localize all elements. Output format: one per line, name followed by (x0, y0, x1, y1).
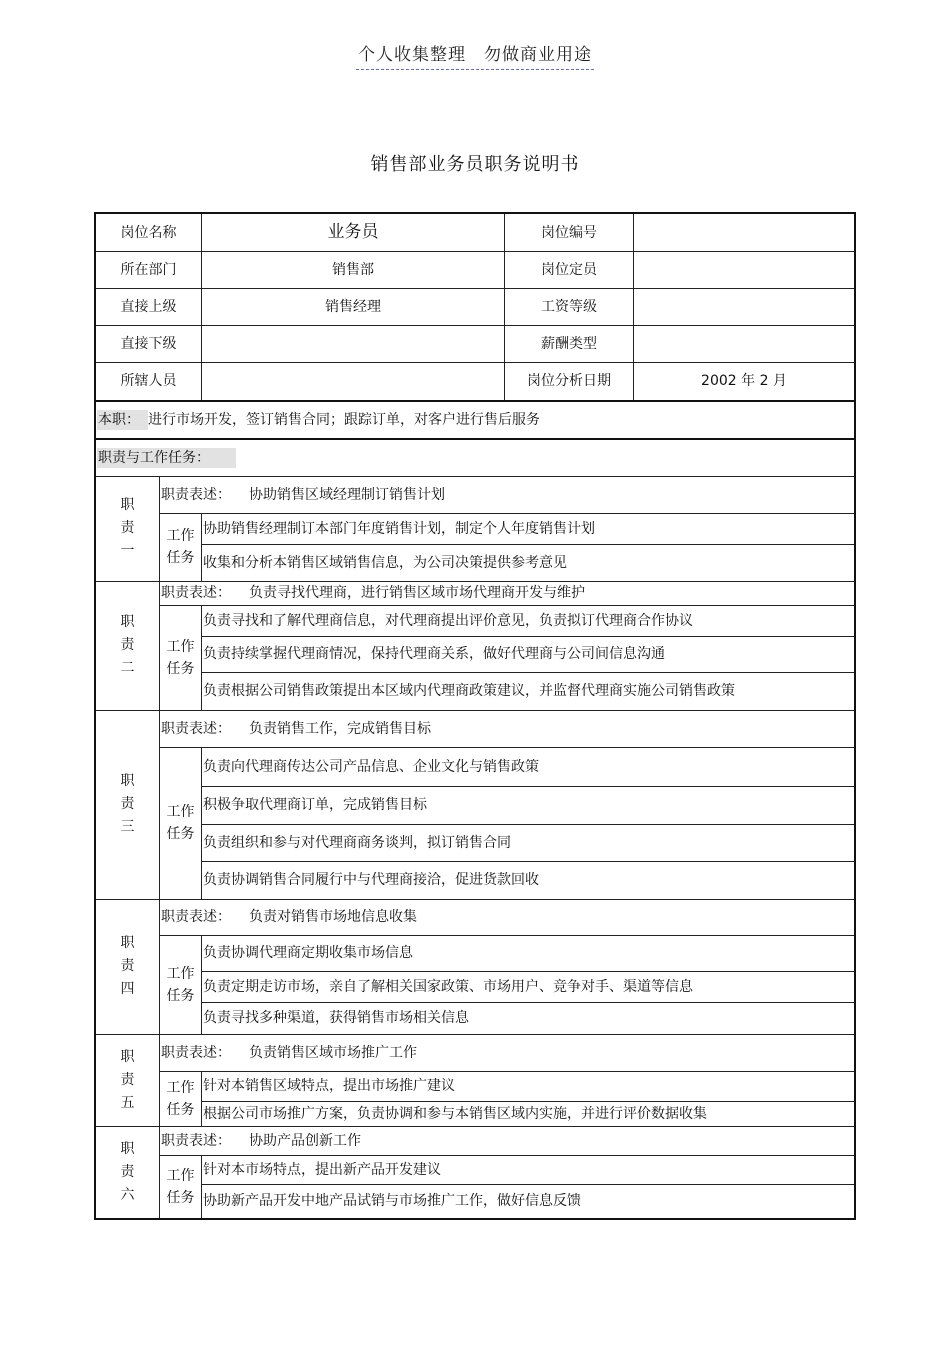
role-text: 进行市场开发，签订销售合同；跟踪订单，对客户进行售后服务 (148, 412, 540, 428)
watermark-text: 个人收集整理 勿做商业用途 (0, 40, 950, 65)
label-staff: 所辖人员 (120, 373, 177, 389)
duty-6-task-2: 协助新产品开发中地产品试销与市场推广工作，做好信息反馈 (203, 1193, 581, 1209)
value-job-name: 业务员 (327, 222, 379, 242)
value-staff (202, 362, 504, 400)
duty-5-task-2: 根据公司市场推广方案，负责协调和参与本销售区域内实施，并进行评价数据收集 (203, 1105, 707, 1122)
duty-2-label: 职 责 二 (120, 614, 135, 676)
duty-3-task-3: 负责组织和参与对代理商商务谈判，拟订销售合同 (203, 834, 511, 851)
duty-5-description: 职责表述： 负责销售区域市场推广工作 (161, 1044, 417, 1061)
duty-5-label: 职 责 五 (120, 1048, 135, 1111)
duty-6-description: 职责表述： 协助产品创新工作 (161, 1132, 361, 1149)
duty-2-task-1: 负责寻找和了解代理商信息，对代理商提出评价意见，负责拟订代理商合作协议 (203, 612, 693, 629)
value-superior: 销售经理 (325, 298, 381, 315)
duty-2-task-3: 负责根据公司销售政策提出本区域内代理商政策建议，并监督代理商实施公司销售政策 (203, 683, 735, 699)
duty-1-task-2: 收集和分析本销售区域销售信息，为公司决策提供参考意见 (203, 554, 567, 571)
duty-6-task-1: 针对本市场特点，提出新产品开发建议 (203, 1161, 441, 1178)
duty-2-work-label: 工作 任务 (166, 638, 195, 677)
value-pay-type (634, 325, 854, 362)
duty-3-work-label: 工作 任务 (166, 804, 195, 842)
duty-4-description: 职责表述： 负责对销售市场地信息收集 (161, 909, 417, 925)
label-department: 所在部门 (120, 261, 177, 278)
duty-2-task-2: 负责持续掌握代理商情况，保持代理商关系，做好代理商与公司间信息沟通 (203, 646, 665, 662)
duty-4-task-3: 负责寻找多种渠道，获得销售市场相关信息 (203, 1010, 469, 1026)
duty-1-work-label: 工作 任务 (166, 528, 195, 566)
duty-4-work-label: 工作 任务 (166, 965, 195, 1004)
label-superior: 直接上级 (120, 298, 177, 315)
value-job-code (634, 214, 854, 251)
duty-3-task-2: 积极争取代理商订单，完成销售目标 (203, 797, 427, 813)
label-subordinate: 直接下级 (120, 335, 177, 352)
duty-1-task-1: 协助销售经理制订本部门年度销售计划，制定个人年度销售计划 (203, 520, 595, 537)
value-subordinate (202, 325, 504, 362)
duty-4-task-1: 负责协调代理商定期收集市场信息 (203, 945, 413, 961)
job-description-table (94, 212, 856, 1220)
value-analysis-date: 2002 年 2 月 (701, 373, 787, 389)
duty-1-label: 职 责 一 (120, 497, 135, 559)
label-job-name: 岗位名称 (120, 224, 177, 241)
value-department: 销售部 (332, 261, 374, 278)
duty-3-task-4: 负责协调销售合同履行中与代理商接洽，促进货款回收 (203, 872, 539, 888)
duty-5-task-1: 针对本销售区域特点，提出市场推广建议 (203, 1078, 455, 1094)
duties-header: 职责与工作任务： (97, 448, 236, 468)
duty-4-task-2: 负责定期走访市场，亲自了解相关国家政策、市场用户、竞争对手、渠道等信息 (203, 978, 693, 995)
duty-4-label: 职 责 四 (120, 935, 135, 997)
role-row (96, 402, 540, 438)
duty-6-label: 职 责 六 (120, 1140, 135, 1203)
duties-header-row (96, 440, 236, 476)
document-title: 销售部业务员职务说明书 (370, 154, 580, 175)
role-label: 本职： (97, 410, 148, 430)
duty-2-description: 职责表述： 负责寻找代理商，进行销售区域市场代理商开发与维护 (161, 585, 585, 601)
duty-3-label: 职 责 三 (120, 773, 135, 835)
duty-5-work-label: 工作 任务 (166, 1079, 195, 1118)
duty-3-task-1: 负责向代理商传达公司产品信息、企业文化与销售政策 (203, 758, 539, 775)
value-headcount (634, 251, 854, 288)
label-pay-type: 薪酬类型 (541, 335, 597, 352)
label-analysis-date: 岗位分析日期 (527, 373, 611, 389)
label-job-code: 岗位编号 (541, 224, 597, 241)
label-salary-grade: 工资等级 (541, 298, 597, 315)
duty-1-description: 职责表述： 协助销售区域经理制订销售计划 (161, 486, 445, 503)
value-salary-grade (634, 288, 854, 325)
label-headcount: 岗位定员 (541, 261, 597, 278)
duty-6-work-label: 工作 任务 (166, 1167, 195, 1206)
duty-3-description: 职责表述： 负责销售工作，完成销售目标 (161, 720, 431, 737)
